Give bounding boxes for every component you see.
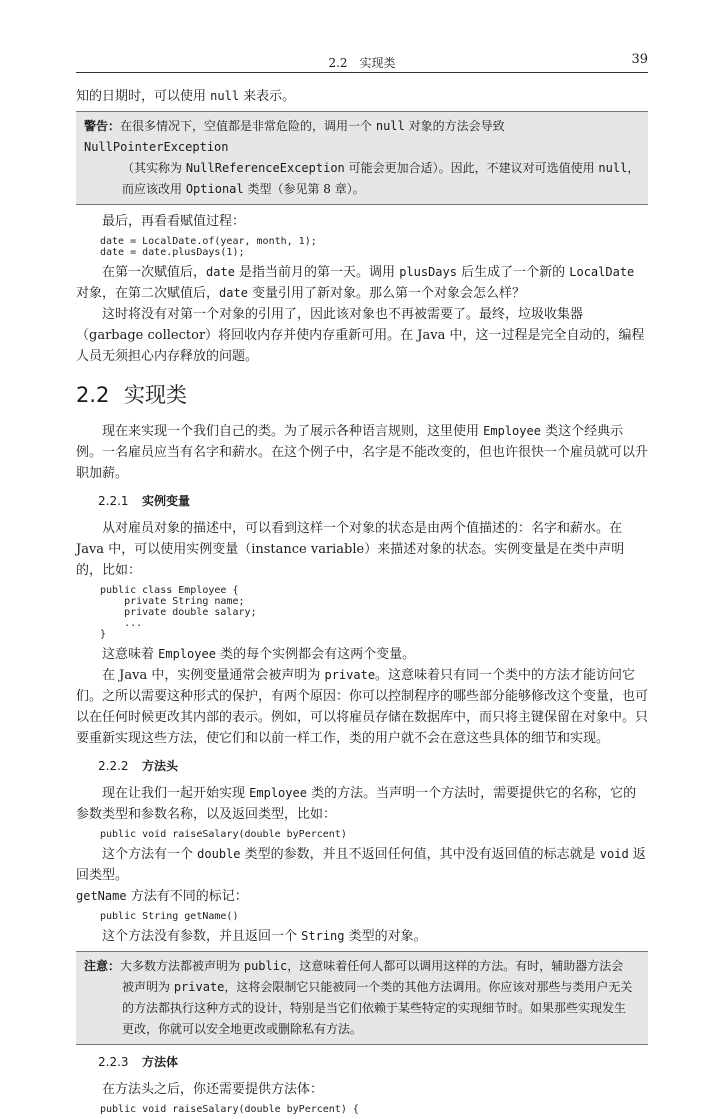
paragraph-method-body: 在方法头之后，你还需要提供方法体： xyxy=(102,1082,324,1097)
text: ， xyxy=(627,161,640,175)
subsection-heading-method-body xyxy=(76,1053,648,1071)
code-block-raise-salary-body: public void raiseSalary(double byPercent) { xyxy=(100,1104,359,1115)
text: 知的日期时，可以使用 xyxy=(76,89,211,104)
inline-code: null xyxy=(375,119,405,133)
warning-line-1 xyxy=(84,116,640,158)
warning-line-2 xyxy=(84,158,640,179)
text: 对象，在第二次赋值后， xyxy=(76,286,220,301)
text: 类型的参数，并且不返回任何值，其中没有返回值的标志就是 xyxy=(240,847,600,862)
warning-label: 警告： xyxy=(84,119,121,133)
inline-code: LocalDate xyxy=(569,265,635,279)
subsection-title: 方法头 xyxy=(142,759,179,773)
subsection-number: 2.2.1 xyxy=(98,494,129,508)
text: 可能会更加合适）。因此，不建议对可选值使用 xyxy=(344,161,599,175)
inline-code: NullPointerException xyxy=(84,140,229,154)
section-number: 2.2 xyxy=(76,383,110,407)
note-line-3: 的方法都执行这种方式的设计，特别是当它们依赖于某些特定的实现细节时。如果那些实现发生 xyxy=(122,1001,627,1015)
inline-code: public xyxy=(243,959,288,973)
paragraph-section-intro xyxy=(76,421,648,484)
inline-code: Employee xyxy=(249,786,307,800)
text: 在很多情况下，空值都是非常危险的，调用一个 xyxy=(120,119,376,133)
subsection-heading-instance-variables xyxy=(76,492,648,510)
inline-code: double xyxy=(197,847,241,861)
text: 这意味着 xyxy=(102,647,159,662)
text: 来表示。 xyxy=(239,89,296,104)
inline-code: null xyxy=(598,161,628,175)
subsection-number: 2.2.3 xyxy=(98,1055,129,1069)
inline-code: Employee xyxy=(483,424,541,438)
text: 是指当前月的第一天。调用 xyxy=(234,265,400,280)
inline-code: private xyxy=(324,668,376,682)
code-block-raise-salary-signature: public void raiseSalary(double byPercent) xyxy=(100,829,347,840)
running-header xyxy=(76,50,648,73)
paragraph-last-assign: 最后，再看看赋值过程： xyxy=(102,214,246,229)
text: 类型的对象。 xyxy=(344,929,427,944)
warning-box xyxy=(76,111,648,205)
inline-code: Employee xyxy=(158,647,216,661)
page-number: 39 xyxy=(631,52,648,67)
note-line-4: 更改，你就可以安全地更改或删除私有方法。 xyxy=(122,1022,363,1036)
paragraph-no-params xyxy=(76,926,648,947)
inline-code: getName xyxy=(76,889,127,903)
paragraph-getname xyxy=(76,886,648,907)
text: 而应该改用 xyxy=(122,182,186,196)
subsection-heading-method-header xyxy=(76,757,648,775)
text: 被声明为 xyxy=(122,980,174,994)
paragraph-double-param xyxy=(76,844,648,886)
note-line-2 xyxy=(84,977,640,998)
code-block-assign: date = LocalDate.of(year, month, 1); date = date.plusDays(1); xyxy=(100,236,317,258)
section-title: 实现类 xyxy=(124,383,187,407)
text: 类的每个实例都会有这两个变量。 xyxy=(215,647,416,662)
text: 现在来实现一个我们自己的类。为了展示各种语言规则，这里使用 xyxy=(102,424,484,439)
text: 这个方法没有参数，并且返回一个 xyxy=(102,929,302,944)
note-box xyxy=(76,951,648,1045)
text: ，这意味着任何人都可以调用这样的方法。有时，辅助器方法会 xyxy=(287,959,624,973)
inline-code: Optional xyxy=(185,182,244,196)
warning-line-3 xyxy=(84,179,640,200)
paragraph-instance-variables: 从对雇员对象的描述中，可以看到这样一个对象的状态是由两个值描述的：名字和薪水。在 Java 中，可以使用实例变量（instance variable）来描述对象的状态。实例变量是在类中声明的，比如： xyxy=(76,521,625,578)
text: 。这意味着只有同一个类中的方法才能访问它们。之所以需要这种形式的保护，有两个原因：你可以控制程序的哪些部分能够修改这个变量，也可以在任何时候更改其内部的表示。例如，可以将雇员存储在数据库中，而只将主键保留在对象中。只要重新实现这些方法，使它们和以前一样工作，类的用户就不会在意这些具体的细节和实现。 xyxy=(76,668,649,746)
text: 大多数方法都被声明为 xyxy=(120,959,244,973)
inline-code: String xyxy=(301,929,345,943)
paragraph-means xyxy=(76,644,648,665)
code-block-getname-signature: public String getName() xyxy=(100,911,239,922)
inline-code: void xyxy=(599,847,629,861)
text: 类型（参见第 8 章）。 xyxy=(243,182,365,196)
subsection-title: 方法体 xyxy=(142,1055,179,1069)
text: 类的方法。当声明一个方法时，需要提供它的名称，它的参数类型和参数名称，以及返回类型，比如： xyxy=(76,786,637,822)
text: 后生成了一个新的 xyxy=(456,265,570,280)
note-label: 注意： xyxy=(84,959,121,973)
paragraph-garbage-collector: 这时将没有对第一个对象的引用了，因此该对象也不再被需要了。最终，垃圾收集器（garbage collector）将回收内存并使内存重新可用。在 Java 中，这一过程是完全自动的，编程人员无须担心内存释放的问题。 xyxy=(76,307,645,364)
text: ，这将会限制它只能被同一个类的其他方法调用。你应该对那些与类用户无关 xyxy=(224,980,633,994)
inline-code: private xyxy=(173,980,225,994)
text: 在第一次赋值后， xyxy=(102,265,207,280)
inline-code: NullReferenceException xyxy=(185,161,345,175)
inline-code: null xyxy=(210,89,240,103)
section-heading xyxy=(76,381,648,409)
paragraph-method-header xyxy=(76,783,648,825)
text: （其实称为 xyxy=(122,161,186,175)
paragraph-private xyxy=(76,665,648,749)
header-section-title: 2.2 实现类 xyxy=(328,56,396,70)
subsection-title: 实例变量 xyxy=(142,494,191,508)
text: 方法有不同的标记： xyxy=(126,889,248,904)
text: 返回类型。 xyxy=(76,847,646,883)
text: 现在让我们一起开始实现 xyxy=(102,786,250,801)
text: 在 Java 中，实例变量通常会被声明为 xyxy=(102,668,325,683)
page-body xyxy=(76,86,648,1119)
inline-code: plusDays xyxy=(399,265,457,279)
inline-code: date xyxy=(219,286,248,300)
paragraph-after-assign xyxy=(76,262,648,304)
text: 类这个经典示例。一名雇员应当有名字和薪水。在这个例子中，名字是不能改变的，但也许很快一个雇员就可以升职加薪。 xyxy=(76,424,649,481)
text: 变量引用了新对象。那么第一个对象会怎么样？ xyxy=(247,286,526,301)
paragraph-intro xyxy=(76,86,648,107)
text: 这个方法有一个 xyxy=(102,847,198,862)
text: 对象的方法会导致 xyxy=(404,119,505,133)
subsection-number: 2.2.2 xyxy=(98,759,129,773)
inline-code: date xyxy=(206,265,235,279)
note-line-1 xyxy=(84,956,640,977)
code-block-employee-class: public class Employee { private String name; private double salary; ... } xyxy=(100,585,257,640)
